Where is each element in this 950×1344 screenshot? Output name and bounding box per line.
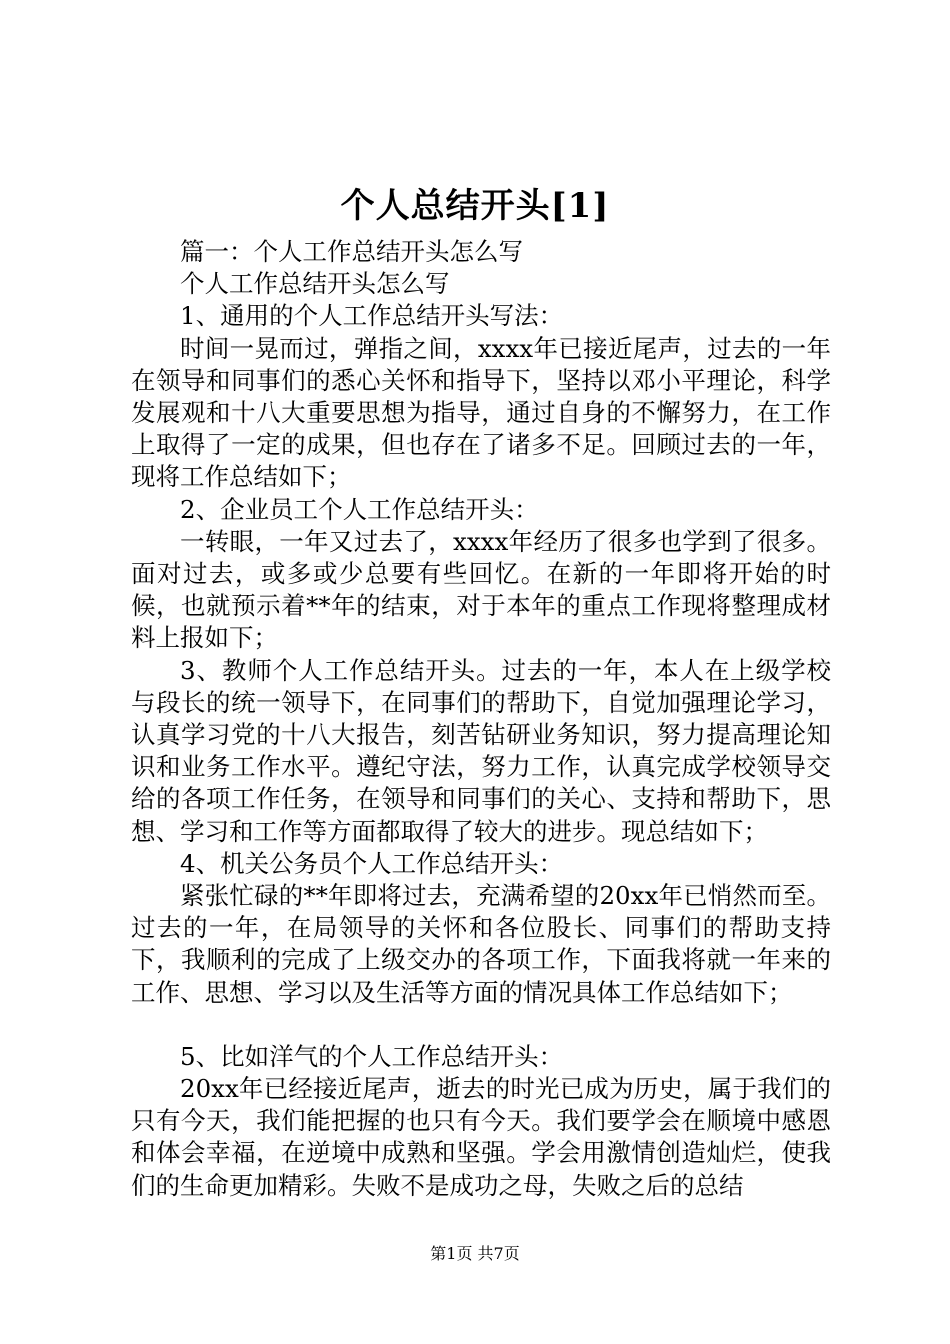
paragraph-section-5-heading: 5、比如洋气的个人工作总结开头： — [180, 1041, 564, 1071]
document-title: 个人总结开头[1] — [340, 186, 610, 226]
page-footer: 第1页 共7页 — [430, 1244, 520, 1263]
paragraph-subheading: 个人工作总结开头怎么写 — [180, 269, 450, 299]
paragraph-section-1-heading: 1、通用的个人工作总结开头写法： — [180, 301, 564, 331]
paragraph-section-4-body: 紧张忙碌的**年即将过去，充满希望的20xx年已悄然而至。过去的一年，在局领导的关怀和各位股长、同事们的帮助支持下，我顺利的完成了上级交办的各项工作，下面我将就一年来的工作、思想、学习以及生活等方面的情况具体工作总结如下； — [131, 881, 831, 1007]
paragraph-section-2-body: 一转眼，一年又过去了，xxxx年经历了很多也学到了很多。面对过去，或多或少总要有些回忆。在新的一年即将开始的时候，也就预示着**年的结束，对于本年的重点工作现将整理成材料上报如下； — [131, 526, 831, 653]
document-body — [131, 236, 831, 1202]
paragraph-section-5-body: 20xx年已经接近尾声，逝去的时光已成为历史，属于我们的只有今天，我们能把握的也只有今天。我们要学会在顺境中感恩和体会幸福，在逆境中成熟和坚强。学会用激情创造灿烂，使我们的生命更加精彩。失败不是成功之母，失败之后的总结 — [131, 1074, 831, 1200]
paragraph-section-1-body: 时间一晃而过，弹指之间，xxxx年已接近尾声，过去的一年在领导和同事们的悉心关怀和指导下，坚持以邓小平理论，科学发展观和十八大重要思想为指导，通过自身的不懈努力，在工作上取得了一定的成果，但也存在了诸多不足。回顾过去的一年，现将工作总结如下； — [131, 333, 831, 492]
paragraph-section-3: 3、教师个人工作总结开头。过去的一年，本人在上级学校与段长的统一领导下，在同事们的帮助下，自觉加强理论学习，认真学习党的十八大报告，刻苦钻研业务知识，努力提高理论知识和业务工作水平。遵纪守法，努力工作，认真完成学校领导交给的各项工作任务，在领导和同事们的关心、支持和帮助下，思想、学习和工作等方面都取得了较大的进步。现总结如下； — [131, 655, 831, 846]
paragraph-section-2-heading: 2、企业员工个人工作总结开头： — [180, 494, 539, 524]
paragraph-section-4-heading: 4、机关公务员个人工作总结开头： — [180, 848, 564, 878]
paragraph-heading: 篇一：个人工作总结开头怎么写 — [180, 237, 523, 266]
